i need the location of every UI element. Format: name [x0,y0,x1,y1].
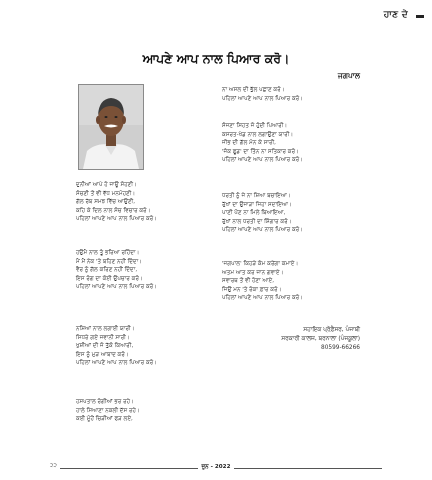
poem-line: ਪਹਿਲਾਂ ਆਪਣੇ ਆਪ ਨਾਲ ਪਿਆਰ ਕਰੋ। [222,295,304,302]
poem-line: ਪਹਿਲਾਂ ਆਪਣੇ ਆਪ ਨਾਲ ਪਿਆਰ ਕਰੋ। [222,95,304,102]
poem-line: ਇਸ ਨੂੰ ਮੁੜ ਆਬਾਦ ਕਰੋ। [76,351,129,358]
poem-line: ਸੋਚਣੀ ਤੋਂ ਵੀ ਵੱਧ ਮਨਮੋਹਣੀ। [76,190,136,197]
poem-line: ਕਹਿ ਕੇ ਦਿਲ ਨਾਲ ਸੋਚ ਵਿਚਾਰ ਕਰੋ। [76,207,151,214]
poem-line: ਸੰਜਣਾ ਸਿਹਤ ਜੋ ਹੁੰਦੀ ਪਿਆਰੀ। [222,123,288,129]
poem-line: ਸਵਾਰਥ ਤੋਂ ਵੀ ਹੋਣਾ ਆਏ, [222,278,274,285]
right-stanza-2 [222,122,303,165]
author-photo [78,84,144,170]
poem-line: ਗੱਲ ਰੱਬ ਸਮਝ ਵਿੱਚ ਆਉਣੀ, [76,199,135,206]
poem-line: ਇਸ ਰੋਗ ਦਾ ਕੋਈ ਉਪਚਾਰ ਕਰੋ। [76,275,143,282]
poem-line: ਸਿਧਰੇ ਗਏ ਜਵਾਨੀ ਸਾਰੀ। [76,334,130,341]
poem-line: ਅਤਮ ਆਤ ਕਰ ਜਾਨ ਗਵਾਏ। [222,269,284,276]
footer-month [0,464,432,471]
poem-line: ਹਉਮੈ ਨਾਲ ਤੂੰ ਭਰਿਆ ਰਹਿੰਦਾ। [76,250,140,256]
magazine-title: ਹਾਣ ਦੇ [383,10,408,20]
poem-line: ਜਿਉਂ ਮਨ 'ਤੇ ਰੋਕਾ ਫ਼ਾਰ ਕਰੋ। [222,286,282,293]
author-institution: ਸਰਕਾਰੀ ਕਾਲਜ, ਬਰਨਾਲਾ (ਪੰਜਕੂਲਾ) [281,336,360,342]
poem-title: ਆਪਣੇ ਆਪ ਨਾਲ ਪਿਆਰ ਕਰੋ। [142,51,290,66]
poem-line: ਵੈਰ ਨੂੰ ਗੱਲ ਕਰਿਣ ਨਹੀਂ ਦਿੰਦਾ, [76,267,138,274]
poem-line: ਹਾਲੇ ਸਿਆਣਾ ਨਕਲੀ ਦੱਸ ਰਹੇ। [76,407,140,414]
header-bar-decoration [416,15,424,18]
poem-line: ਪਾਣੀ ਪੌਣ ਨਾ ਮਿਲੇ ਬਿਆਇਆ, [222,210,286,217]
poem-line: ਮੈਂ ਮੈਂ ਨੇਕ 'ਤੇ ਬਹਿਣ ਨਹੀਂ ਦਿੰਦਾ। [76,258,143,265]
author-signature [250,326,360,353]
poem-line: ਧਰਤੀ ਨੂੰ ਜੇ ਨਾ ਸ਼ਿਆ ਬਚਾਇਆ। [222,193,291,199]
poem-line: ਖੁਸ਼ੀਆਂ ਦੀ ਜੋ ਤੁੱਕੋ ਕਿਆਰੀ, [76,343,134,350]
poem-line: ਪਹਿਲਾਂ ਆਪਣੇ ਆਪ ਨਾਲ ਪਿਆਰ ਕਰੋ। [222,157,304,164]
author-phone: 80599-66266 [321,345,360,351]
poem-line: 'ਜਗਪਾਲ' ਕਿਹੜੇ ਕੰਮ ਕਰੇਂਗਾ ਕਮਾਏ। [222,261,299,267]
poem-line: ਨਸ਼ਿਆਂ ਨਾਲ ਲਗਾਈ ਯਾਰੀ। [76,326,135,332]
poem-line: 'ਜੰਕ ਫੂਡ' ਦਾ ਤਿੰਨ ਨਾ ਸਤਿਕਾਰ ਕਰੋ। [222,148,299,155]
right-stanza-4 [222,260,303,303]
left-stanza-1 [76,181,157,224]
poem-line: ਪਹਿਲਾਂ ਆਪਣੇ ਆਪ ਨਾਲ ਪਿਆਰ ਕਰੋ। [222,227,304,234]
poem-line: ਕਸਰਤ-ਖੇਡ ਨਾਲ ਲਗਾਉਣਾ ਯਾਰੀ। [222,131,294,138]
author-designation: ਸਹਾਇਕ ਪ੍ਰੋਫ਼ੈਸਰ, ਪੰਜਾਬੀ [303,327,360,333]
poem-line: ਕਈ ਮੂੰਹੋਂ ਚਿੜੀਆਂ ਫੜ ਲਏ, [76,416,133,423]
poem-line: ਪਹਿਲਾਂ ਆਪਣੇ ਆਪ ਨਾਲ ਪਿਆਰ ਕਰੋ। [76,284,158,291]
poem-line: ਪਹਿਲਾਂ ਆਪਣੇ ਆਪ ਨਾਲ ਪਿਆਰ ਕਰੋ। [76,216,158,223]
poem-line: ਨਾ ਅਸਲ ਦੀ ਭੁੱਲ ਪਛਾਣ ਕਰੋ। [222,87,285,93]
footer-month-label: ਜੂਨ - 2022 [198,464,235,470]
right-stanza-3 [222,192,303,235]
left-stanza-3 [76,325,157,368]
poem-line: ਰੁੱਖਾਂ ਨਾਲ ਧਰਤੀ ਦਾ ਸ਼ਿੰਗਾਰ ਕਰੋ। [222,218,292,225]
poem-line: ਰੁੱਖਾਂ ਦਾ ਉਜਾੜਾ ਜਿਹਾ ਸਦਾਇਆ। [222,201,292,208]
right-stanza-1 [222,86,303,103]
poem-author: ਜਗਪਾਲ [337,71,360,80]
left-stanza-4 [76,398,140,424]
author-portrait-image [79,85,143,169]
left-stanza-2 [76,249,157,292]
poem-line: ਦੁਨੀਆਂ ਆਪੇ ਹੋ ਜਾਊ ਸੋਹਣੀ। [76,182,137,188]
poem-line: ਹਸਪਤਾਲ ਰੋਗੀਆਂ ਭਰ ਰਹੇ। [76,399,134,405]
poem-line: ਜੀਭ ਦੀ ਗੱਲ ਮੰਨ ਕੇ ਸਾਰੀ, [222,140,276,147]
poem-line: ਪਹਿਲਾਂ ਆਪਣੇ ਆਪ ਨਾਲ ਪਿਆਰ ਕਰੋ। [76,360,158,367]
page-number: ੨੨ [50,463,60,470]
